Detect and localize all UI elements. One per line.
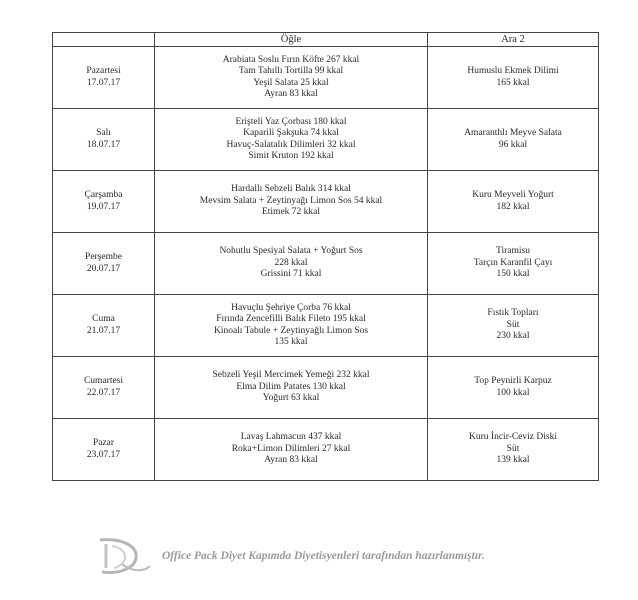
ara2-cell bbox=[428, 233, 599, 295]
ogle-item: Lavaş Lahmacun 437 kkal bbox=[240, 432, 342, 443]
ara2-item: Tiramisu bbox=[496, 246, 530, 257]
ara2-item: 96 kkal bbox=[498, 139, 528, 150]
ogle-item: Tam Tahıllı Tortilla 99 kkal bbox=[238, 66, 344, 76]
day-cell bbox=[53, 47, 155, 109]
day-cell bbox=[53, 233, 155, 295]
ogle-item: Etimek 72 kkal bbox=[261, 207, 321, 218]
ogle-cell bbox=[155, 47, 428, 109]
ogle-item: Simit Kruton 192 kkal bbox=[248, 151, 334, 161]
table-row bbox=[53, 357, 599, 419]
ara2-item: Süt bbox=[506, 443, 520, 454]
ara2-cell bbox=[428, 419, 599, 481]
office-pack-logo-icon bbox=[92, 536, 152, 576]
ara2-item: 230 kkal bbox=[496, 331, 530, 342]
ara2-item: Süt bbox=[506, 319, 520, 330]
day-date: 23.07.17 bbox=[86, 449, 121, 460]
header-ara2: Ara 2 bbox=[428, 33, 599, 47]
weekly-menu-table bbox=[52, 32, 599, 481]
ogle-item: Grissini 71 kkal bbox=[260, 269, 322, 280]
ara2-item: Tarçın Karanfil Çayı bbox=[473, 257, 553, 268]
ogle-item: Yoğurt 63 kkal bbox=[262, 393, 320, 404]
ogle-item: Havuç-Salatalık Dilimleri 32 kkal bbox=[226, 139, 356, 150]
ara2-item: 182 kkal bbox=[496, 201, 530, 212]
ogle-item: Kaparili Şakşuka 74 kkal bbox=[243, 128, 339, 138]
ara2-item: 150 kkal bbox=[496, 269, 530, 280]
day-cell bbox=[53, 109, 155, 171]
ogle-cell bbox=[155, 357, 428, 419]
day-cell bbox=[53, 419, 155, 481]
ogle-item: Ayran 83 kkal bbox=[264, 455, 318, 466]
day-name: Çarşamba bbox=[84, 190, 123, 200]
ogle-cell bbox=[155, 419, 428, 481]
ara2-item: 100 kkal bbox=[496, 387, 530, 398]
ara2-item: 139 kkal bbox=[496, 455, 530, 466]
ogle-cell bbox=[155, 233, 428, 295]
ara2-item: 165 kkal bbox=[496, 77, 530, 88]
ara2-item: Humuslu Ekmek Dilimi bbox=[467, 66, 559, 76]
ogle-item: Havuçlu Şehriye Çorba 76 kkal bbox=[231, 302, 351, 313]
ogle-item: Roka+Limon Dilimleri 27 kkal bbox=[231, 443, 351, 454]
ogle-cell bbox=[155, 171, 428, 233]
ara2-cell bbox=[428, 357, 599, 419]
ogle-item: Fırında Zencefilli Balık Fileto 195 kkal bbox=[216, 314, 366, 324]
day-date: 21.07.17 bbox=[86, 325, 121, 336]
table-row bbox=[53, 233, 599, 295]
ara2-item: Amaranthlı Meyve Salata bbox=[464, 128, 562, 138]
footer bbox=[92, 536, 612, 576]
day-name: Cuma bbox=[92, 314, 115, 324]
ogle-cell bbox=[155, 295, 428, 357]
day-name: Salı bbox=[96, 128, 111, 138]
day-cell bbox=[53, 357, 155, 419]
header-ogle: Öğle bbox=[155, 33, 428, 47]
ogle-item: Kinoalı Tabule + Zeytinyağlı Limon Sos bbox=[213, 325, 369, 336]
ogle-item: Erişteli Yaz Çorbası 180 kkal bbox=[235, 116, 347, 127]
ara2-cell bbox=[428, 295, 599, 357]
ogle-item: Yeşil Salata 25 kkal bbox=[253, 77, 329, 88]
table-row bbox=[53, 109, 599, 171]
day-date: 22.07.17 bbox=[86, 387, 121, 398]
ara2-item: Top Peynirli Karpuz bbox=[474, 376, 552, 386]
day-cell bbox=[53, 295, 155, 357]
ogle-item: Sebzeli Yeşil Mercimek Yemeği 232 kkal bbox=[212, 370, 370, 381]
day-name: Cumartesi bbox=[83, 376, 124, 386]
ogle-cell bbox=[155, 109, 428, 171]
ara2-item: Kuru İncir-Ceviz Diski bbox=[469, 432, 557, 443]
day-date: 20.07.17 bbox=[86, 263, 121, 274]
day-date: 18.07.17 bbox=[86, 139, 121, 150]
ara2-cell bbox=[428, 171, 599, 233]
ara2-item: Fıstık Topları bbox=[487, 308, 539, 319]
ogle-item: Elma Dilim Patates 130 kkal bbox=[236, 381, 346, 392]
ogle-item: Arabiata Soslu Fırın Köfte 267 kkal bbox=[222, 54, 360, 65]
ogle-item: Mevsim Salata + Zeytinyağı Limon Sos 54 kkal bbox=[199, 195, 383, 206]
day-name: Pazar bbox=[92, 438, 115, 448]
ogle-item: Nohutlu Spesiyal Salata + Yoğurt Sos bbox=[219, 246, 363, 257]
table-row bbox=[53, 419, 599, 481]
footer-text: Office Pack Diyet Kapımda Diyetisyenleri tarafından hazırlanmıştır. bbox=[162, 550, 485, 562]
day-name: Pazartesi bbox=[86, 66, 121, 76]
menu-body bbox=[53, 47, 599, 481]
day-name: Perşembe bbox=[85, 252, 122, 262]
ara2-cell bbox=[428, 109, 599, 171]
day-date: 19.07.17 bbox=[86, 201, 121, 212]
table-row bbox=[53, 47, 599, 109]
table-row bbox=[53, 171, 599, 233]
day-date: 17.07.17 bbox=[86, 77, 121, 88]
table-row bbox=[53, 295, 599, 357]
ogle-item: Ayran 83 kkal bbox=[264, 89, 318, 99]
ogle-item: 228 kkal bbox=[274, 257, 308, 268]
ara2-cell bbox=[428, 47, 599, 109]
day-cell bbox=[53, 171, 155, 233]
ogle-item: 135 kkal bbox=[274, 337, 308, 347]
ara2-item: Kuru Meyveli Yoğurt bbox=[472, 190, 554, 200]
ogle-item: Hardallı Sebzeli Balık 314 kkal bbox=[231, 184, 351, 195]
header-day bbox=[53, 33, 155, 47]
header-row bbox=[53, 33, 599, 47]
